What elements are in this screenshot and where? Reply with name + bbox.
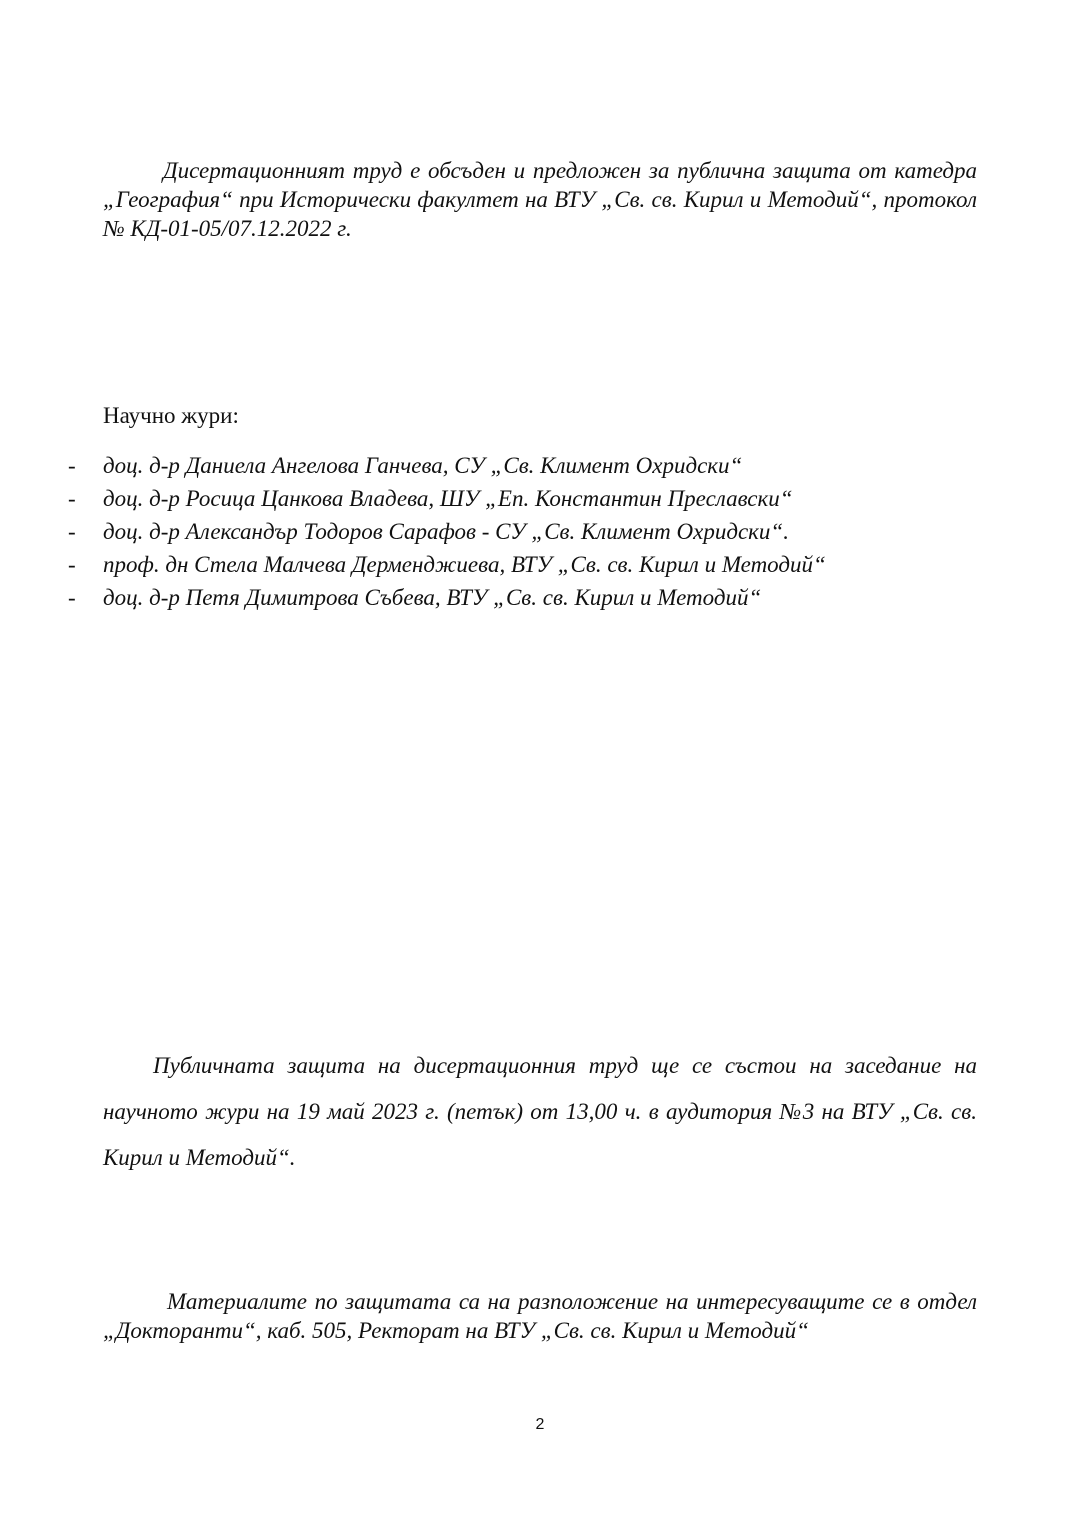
page-number: 2 [535,1416,545,1433]
jury-member-text: проф. дн Стела Малчева Дерменджиева, ВТУ „Св. св. Кирил и Методий“ [103,552,826,577]
jury-member [0,581,1080,614]
list-bullet: - [68,453,76,478]
list-bullet: - [68,552,76,577]
list-bullet: - [68,486,76,511]
jury-member-text: доц. д-р Даниела Ангелова Ганчева, СУ „Св. Климент Охридски“ [103,453,743,478]
jury-member [0,515,1080,548]
approval-text: Дисертационният труд е обсъден и предложен за публична защита от катедра „География“ при Исторически факултет на ВТУ „Св. св. Кирил и Методий“, протокол № КД-01-05/07.12.2022 г. [103,158,977,241]
jury-member [0,449,1080,482]
jury-member [0,482,1080,515]
defense-text: Публичната защита на дисертационния труд ще се състои на заседание на научното жури на 19 май 2023 г. (петък) от 13,00 ч. в аудитория №3 на ВТУ „Св. св. Кирил и Методий“. [103,1053,977,1170]
materials-text: Материалите по защитата са на разположение на интересуващите се в отдел „Докторанти“, каб. 505, Ректорат на ВТУ „Св. св. Кирил и Методий“ [103,1289,977,1343]
list-bullet: - [68,585,76,610]
jury-member-text: доц. д-р Петя Димитрова Събева, ВТУ „Св. св. Кирил и Методий“ [103,585,762,610]
jury-heading: Научно жури: [103,403,239,428]
defense-paragraph [103,1043,977,1181]
jury-member [0,548,1080,581]
jury-list [0,449,1080,614]
jury-member-text: доц. д-р Росица Цанкова Владева, ШУ „Еп. Константин Преславски“ [103,486,793,511]
approval-paragraph [103,156,977,243]
materials-paragraph [103,1287,977,1345]
jury-member-text: доц. д-р Александър Тодоров Сарафов - СУ „Св. Климент Охридски“. [103,519,789,544]
list-bullet: - [68,519,76,544]
